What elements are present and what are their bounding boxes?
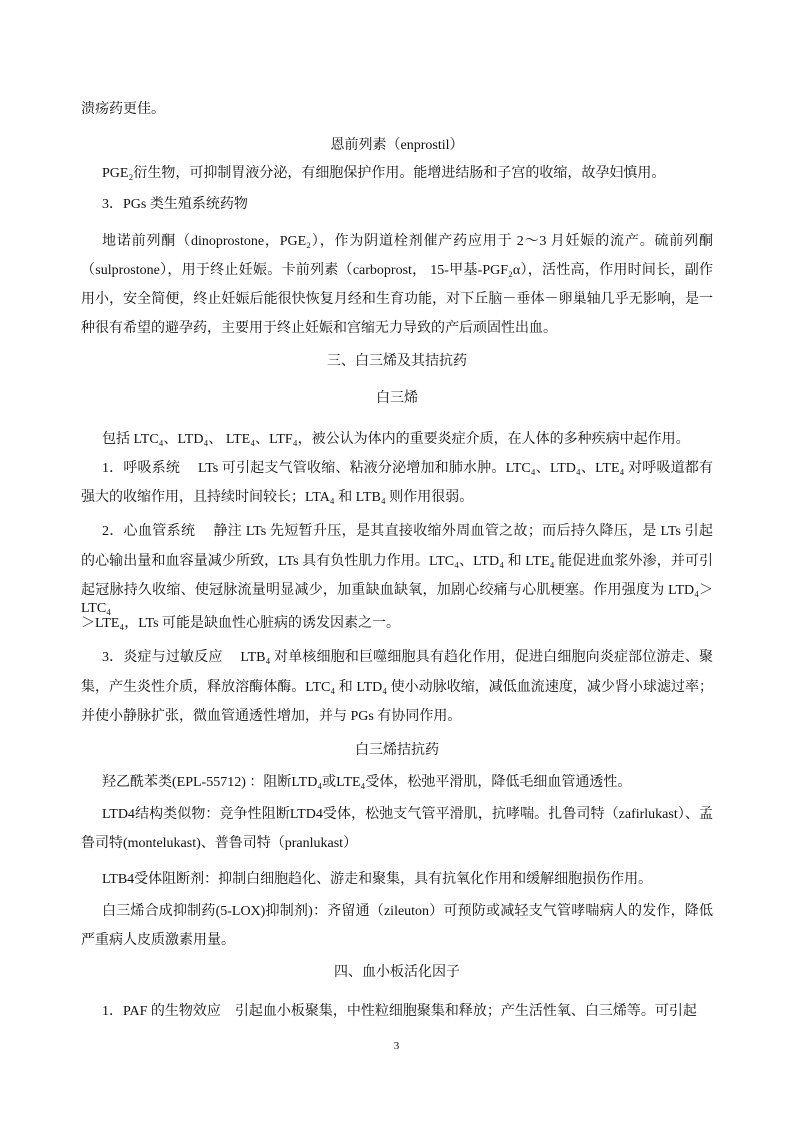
- section-heading: 四、血小板活化因子: [334, 965, 460, 980]
- paragraph-line: 地诺前列酮（dinoprostone，PGE₂），作为阴道栓剂催产药应用于 2～3 月妊娠的流产。硫前列酮: [102, 234, 713, 249]
- paragraph-line: PGE₂衍生物，可抑制胃液分泌，有细胞保护作用。能增进结肠和子宫的收缩，故孕妇慎用。: [102, 166, 666, 181]
- paragraph-line: 并使小静脉扩张，微血管通透性增加，并与 PGs 有协同作用。: [81, 709, 462, 724]
- paragraph-line: 3．PGs 类生殖系统药物: [102, 197, 248, 212]
- paragraph-line: 鲁司特(montelukast)、普鲁司特（pranlukast）: [81, 836, 358, 851]
- paragraph-line: LTD4结构类似物：竞争性阻断LTD4受体，松弛支气管平滑肌，抗哮喘。扎鲁司特（zafirlukast）、孟: [102, 807, 713, 822]
- paragraph-line: LTB4受体阻断剂：抑制白细胞趋化、游走和聚集，具有抗氧化作用和缓解细胞损伤作用。: [102, 872, 653, 887]
- paragraph-line: （sulprostone），用于终止妊娠。卡前列素（carboprost， 15-甲基-PGF₂α），活性高，作用时间长，副作: [81, 263, 713, 278]
- section-heading: 三、白三烯及其拮抗药: [327, 354, 467, 369]
- paragraph-line: 的心输出量和血容量减少所致，LTs 具有负性肌力作用。LTC₄、LTD₄ 和 LTE₄ 能促进血浆外渗，并可引: [81, 554, 713, 569]
- paragraph-line: 白三烯合成抑制药(5-LOX)抑制剂)：齐留通（zileuton）可预防或减轻支气管哮喘病人的发作，降低: [102, 904, 713, 919]
- paragraph-line: 溃疡药更佳。: [81, 102, 165, 117]
- page-number: 3: [393, 1040, 400, 1052]
- paragraph-line: 包括 LTC₄、LTD₄、 LTE₄、LTF₄，被公认为体内的重要炎症介质，在人体的多种疾病中起作用。: [102, 432, 690, 447]
- paragraph-line: 严重病人皮质激素用量。: [81, 933, 235, 948]
- paragraph-line: 羟乙酰苯类(EPL-55712) ：阻断LTD₄或LTE₄受体，松弛平滑肌，降低毛细血管通透性。: [102, 775, 632, 790]
- section-heading: 白三烯: [376, 391, 418, 406]
- section-heading: 恩前列素（enprostil）: [330, 138, 464, 153]
- paragraph-line: 种很有希望的避孕药，主要用于终止妊娠和宫缩无力导致的产后顽固性出血。: [81, 321, 557, 336]
- paragraph-line: 用小，安全简便，终止妊娠后能很快恢复月经和生育功能，对下丘脑－垂体－卵巢轴几乎无影响，是一: [81, 292, 713, 307]
- section-heading: 白三烯拮抗药: [355, 743, 439, 758]
- paragraph-line: 1．PAF 的生物效应 引起血小板聚集，中性粒细胞聚集和释放；产生活性氧、白三烯等。可引起: [102, 1004, 697, 1019]
- paragraph-line: ＞LTE₄，LTs 可能是缺血性心脏病的诱发因素之一。: [81, 616, 401, 631]
- paragraph-line: 强大的收缩作用，且持续时间较长；LTA₄ 和 LTB₄ 则作用很弱。: [81, 490, 474, 505]
- paragraph-line: 3．炎症与过敏反应 LTB₄ 对单核细胞和巨噬细胞具有趋化作用，促进白细胞向炎症部位游走、聚: [102, 650, 713, 665]
- paragraph-line: 1．呼吸系统 LTs 可引起支气管收缩、粘液分泌增加和肺水肿。LTC₄、LTD₄、LTE₄ 对呼吸道都有: [102, 461, 713, 476]
- paragraph-line: 2．心血管系统 静注 LTs 先短暂升压，是其直接收缩外周血管之故；而后持久降压，是 LTs 引起: [102, 524, 713, 539]
- paragraph-line: 集，产生炎性介质，释放溶酶体酶。LTC₄ 和 LTD₄ 使小动脉收缩，减低血流速度，减少肾小球滤过率；: [81, 680, 713, 695]
- paragraph-line: 起冠脉持久收缩、使冠脉流量明显减少，加重缺血缺氧，加剧心绞痛与心肌梗塞。作用强度为 LTD₄＞LTC₄: [81, 583, 713, 616]
